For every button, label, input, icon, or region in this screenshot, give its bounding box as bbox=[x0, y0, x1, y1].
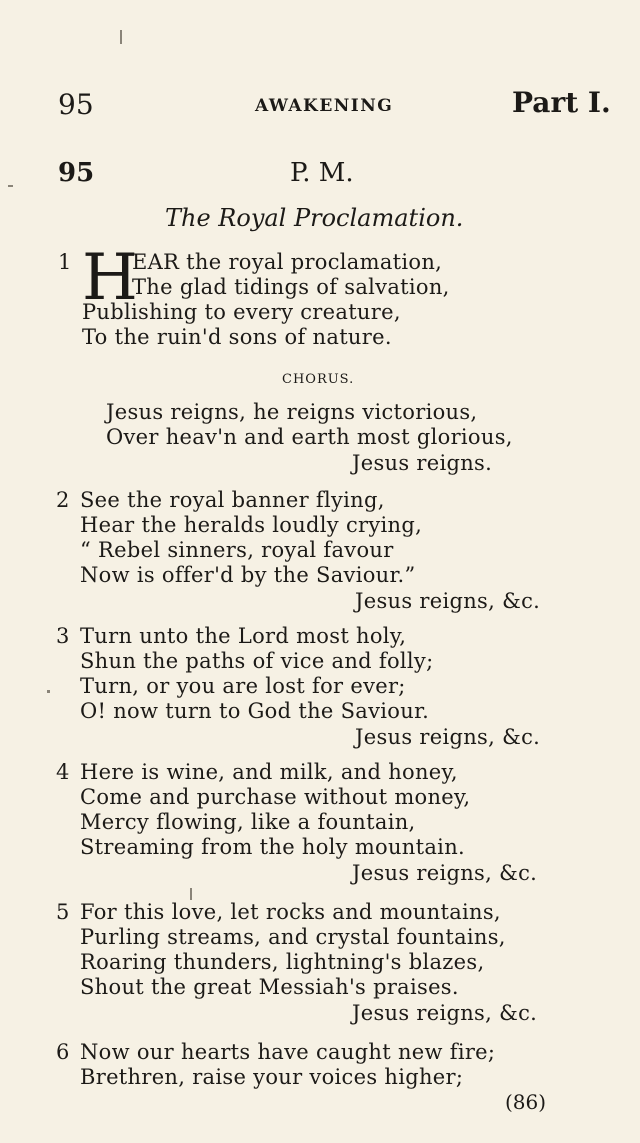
hymn-number: 95 bbox=[58, 158, 95, 188]
verse-line: See the royal banner flying, bbox=[80, 488, 385, 512]
verse-line: Turn, or you are lost for ever; bbox=[80, 674, 406, 698]
verse-number: 3 bbox=[56, 624, 70, 648]
verse-line: Here is wine, and milk, and honey, bbox=[80, 760, 458, 784]
print-speck bbox=[190, 888, 192, 900]
refrain-line: Jesus reigns, &c. bbox=[352, 1001, 538, 1025]
refrain-line: Jesus reigns, &c. bbox=[355, 725, 541, 749]
verse-line: Publishing to every creature, bbox=[82, 300, 401, 324]
refrain-line: Jesus reigns, &c. bbox=[352, 861, 538, 885]
verse-line: Brethren, raise your voices higher; bbox=[80, 1065, 464, 1089]
verse-line: Now our hearts have caught new fire; bbox=[80, 1040, 496, 1064]
running-title: AWAKENING bbox=[255, 96, 394, 116]
chorus-label: CHORUS. bbox=[282, 372, 355, 387]
print-speck bbox=[8, 185, 13, 187]
part-label: Part I. bbox=[512, 86, 611, 119]
verse-line: Now is offer'd by the Saviour.” bbox=[80, 563, 416, 587]
verse-number: 1 bbox=[58, 250, 72, 274]
refrain-line: Jesus reigns, &c. bbox=[355, 589, 541, 613]
verse-line: Streaming from the holy mountain. bbox=[80, 835, 465, 859]
verse-line: Turn unto the Lord most holy, bbox=[80, 624, 407, 648]
verse-line: Mercy flowing, like a fountain, bbox=[80, 810, 416, 834]
verse-number: 6 bbox=[56, 1040, 70, 1064]
hymn-meter: P. M. bbox=[290, 158, 354, 188]
verse-number: 4 bbox=[56, 760, 70, 784]
folio: (86) bbox=[505, 1090, 547, 1114]
chorus-line: Jesus reigns. bbox=[352, 451, 493, 475]
hymn-title: The Royal Proclamation. bbox=[165, 204, 464, 232]
verse-line: The glad tidings of salvation, bbox=[132, 275, 450, 299]
verse-line: Shun the paths of vice and folly; bbox=[80, 649, 434, 673]
verse-line: For this love, let rocks and mountains, bbox=[80, 900, 501, 924]
verse-line: Come and purchase without money, bbox=[80, 785, 471, 809]
drop-cap: H bbox=[82, 241, 138, 315]
verse-line: To the ruin'd sons of nature. bbox=[82, 325, 392, 349]
print-speck bbox=[47, 690, 50, 693]
page-number: 95 bbox=[58, 88, 94, 121]
verse-number: 5 bbox=[56, 900, 70, 924]
verse-line: Purling streams, and crystal fountains, bbox=[80, 925, 506, 949]
verse-line: Hear the heralds loudly crying, bbox=[80, 513, 423, 537]
chorus-line: Over heav'n and earth most glorious, bbox=[106, 425, 513, 449]
print-speck bbox=[120, 30, 122, 44]
verse-line: Shout the great Messiah's praises. bbox=[80, 975, 459, 999]
verse-number: 2 bbox=[56, 488, 70, 512]
verse-line: O! now turn to God the Saviour. bbox=[80, 699, 430, 723]
verse-line: EAR the royal proclamation, bbox=[132, 250, 443, 274]
verse-line: Roaring thunders, lightning's blazes, bbox=[80, 950, 485, 974]
chorus-line: Jesus reigns, he reigns victorious, bbox=[106, 400, 478, 424]
verse-line: “ Rebel sinners, royal favour bbox=[80, 538, 394, 562]
